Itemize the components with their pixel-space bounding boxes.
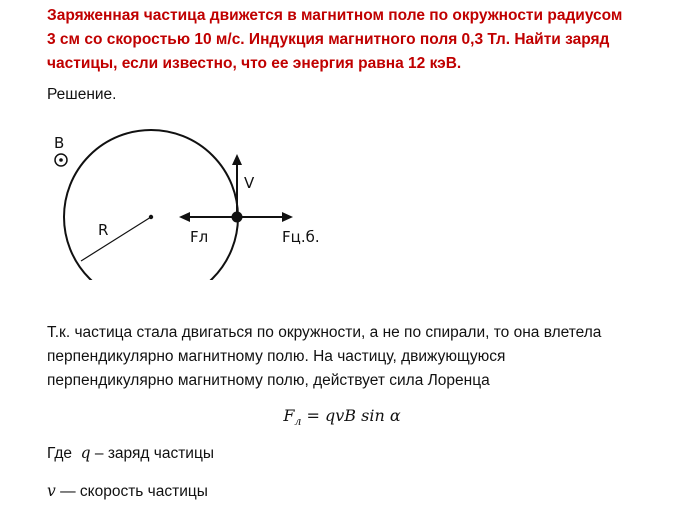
problem-line-2: 3 см со скоростью 10 м/с. Индукция магнитного поля 0,3 Тл. Найти заряд xyxy=(47,31,610,48)
problem-statement xyxy=(47,4,667,76)
lorentz-force-label: Fл xyxy=(190,228,209,246)
formula-lhs: F xyxy=(283,406,295,425)
lorentz-formula xyxy=(0,406,684,428)
formula-lhs-sub: л xyxy=(294,415,302,429)
explanation-paragraph xyxy=(47,321,672,393)
formula-eq: = xyxy=(301,406,326,425)
definition-q xyxy=(47,444,214,463)
formula-rhs: qvB sin α xyxy=(325,406,401,425)
solution-heading: Решение. xyxy=(47,86,117,103)
explanation-line-3: перпендикулярно магнитному полю, действует сила Лоренца xyxy=(47,372,490,389)
v-definition: — скорость частицы xyxy=(55,483,208,500)
q-symbol: q xyxy=(80,444,91,462)
force-diagram xyxy=(0,120,360,280)
b-field-label: B xyxy=(54,134,65,152)
q-definition: – заряд частицы xyxy=(90,445,214,462)
particle-point xyxy=(232,212,243,223)
lorentz-force-arrowhead xyxy=(179,212,190,222)
radius-line xyxy=(81,217,151,261)
centrifugal-force-arrowhead xyxy=(282,212,293,222)
definition-v xyxy=(47,482,208,501)
velocity-arrowhead xyxy=(232,154,242,165)
orbit-circle xyxy=(64,130,238,280)
explanation-line-1: Т.к. частица стала двигаться по окружности, а не по спирали, то она влетела xyxy=(47,324,602,341)
centrifugal-force-label: Fц.б. xyxy=(282,228,320,246)
b-field-out-icon xyxy=(55,154,67,166)
problem-line-3: частицы, если известно, что ее энергия равна 12 кэВ. xyxy=(47,55,462,72)
explanation-line-2: перпендикулярно магнитному полю. На частицу, движующуюся xyxy=(47,348,506,365)
problem-line-1: Заряженная частица движется в магнитном поле по окружности радиусом xyxy=(47,7,623,24)
velocity-label: V xyxy=(244,174,255,192)
v-symbol: v xyxy=(47,482,56,500)
where-word: Где xyxy=(47,445,73,462)
radius-label: R xyxy=(98,221,109,239)
